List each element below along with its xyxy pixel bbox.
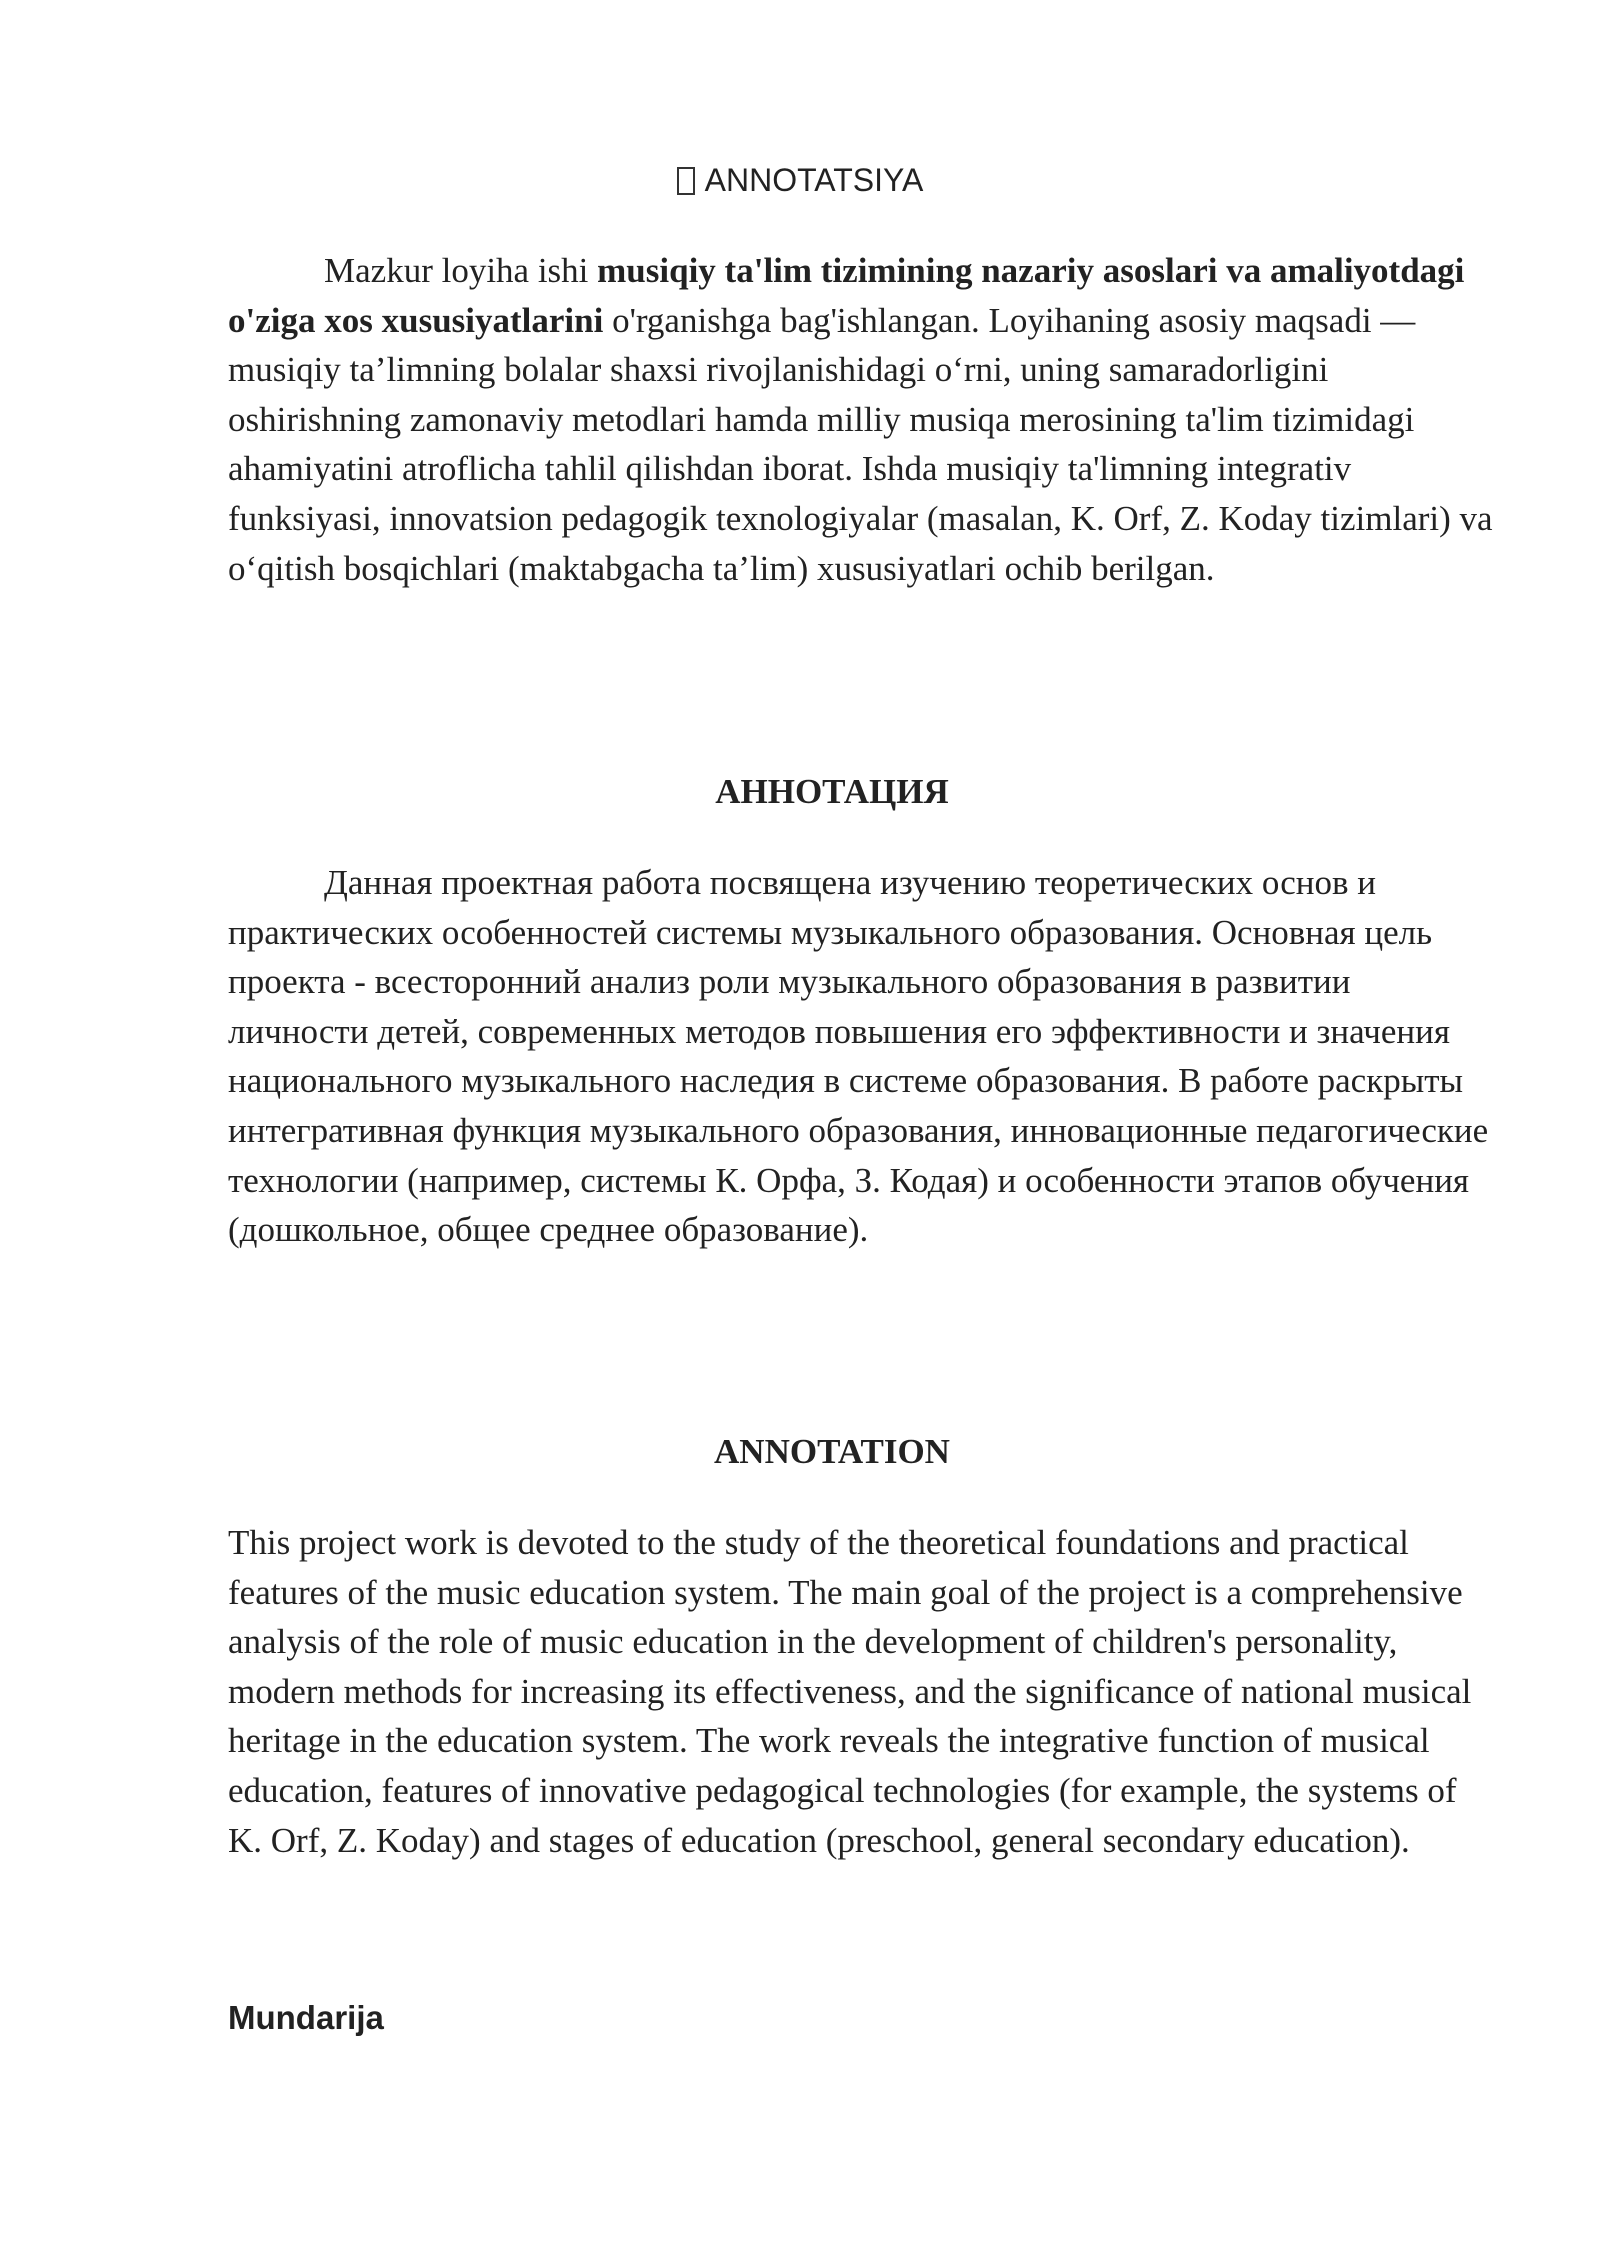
missing-glyph-icon <box>677 167 695 195</box>
uz-paragraph-bold: musiqiy ta'lim tizimining nazariy asoslari va amaliyotdagi o'ziga xos xususiyatlarini <box>228 251 1465 340</box>
ru-annotation-title: АННОТАЦИЯ <box>715 772 949 811</box>
uz-paragraph-body: o'rganishga bag'ishlangan. Loyihaning asosiy maqsadi — musiqiy ta’limning bolalar shaxsi rivojlanishidagi o‘rni, uning samaradorligini oshirishning zamonaviy metodlari hamda milliy musiqa merosining ta'lim tizimidagi ahamiyatini atroflicha tahlil qilishdan iborat. Ishda musiqiy ta'limning integrativ funksiyasi, innovatsion pedagogik texnologiyalar (masalan, K. Orf, Z. Koday tizimlari) va o‘qitish bosqichlari (maktabgacha ta’lim) xususiyatlari ochib berilgan. <box>228 300 1493 588</box>
uz-annotation-heading <box>0 160 1600 200</box>
contents-heading: Mundarija <box>228 1999 384 2036</box>
uz-annotation-paragraph <box>228 246 1498 593</box>
uz-paragraph-intro: Mazkur loyiha ishi <box>324 251 598 290</box>
en-annotation-paragraph: This project work is devoted to the study of the theoretical foundations and practical features of the music education system. The main goal of the project is a comprehensive analysis of the role of music education in the development of children's personality, modern methods for increasing its effectiveness, and the significance of national musical heritage in the education system. The work reveals the integrative function of musical education, features of innovative pedagogical technologies (for example, the systems of K. Orf, Z. Koday) and stages of education (preschool, general secondary education). <box>228 1523 1472 1860</box>
en-annotation-title: ANNOTATION <box>714 1432 950 1471</box>
ru-annotation-paragraph: Данная проектная работа посвящена изучению теоретических основ и практических особенностей системы музыкального образования. Основная цель проекта - всесторонний анализ роли музыкального образования в развитии личности детей, современных методов повышения его эффективности и значения национального музыкального наследия в системе образования. В работе раскрыты интегративная функция музыкального образования, инновационные педагогические технологии (например, системы К. Орфа, З. Кодая) и особенности этапов обучения (дошкольное, общее среднее образование). <box>228 863 1489 1250</box>
uz-annotation-title: ANNOTATSIYA <box>704 162 924 198</box>
